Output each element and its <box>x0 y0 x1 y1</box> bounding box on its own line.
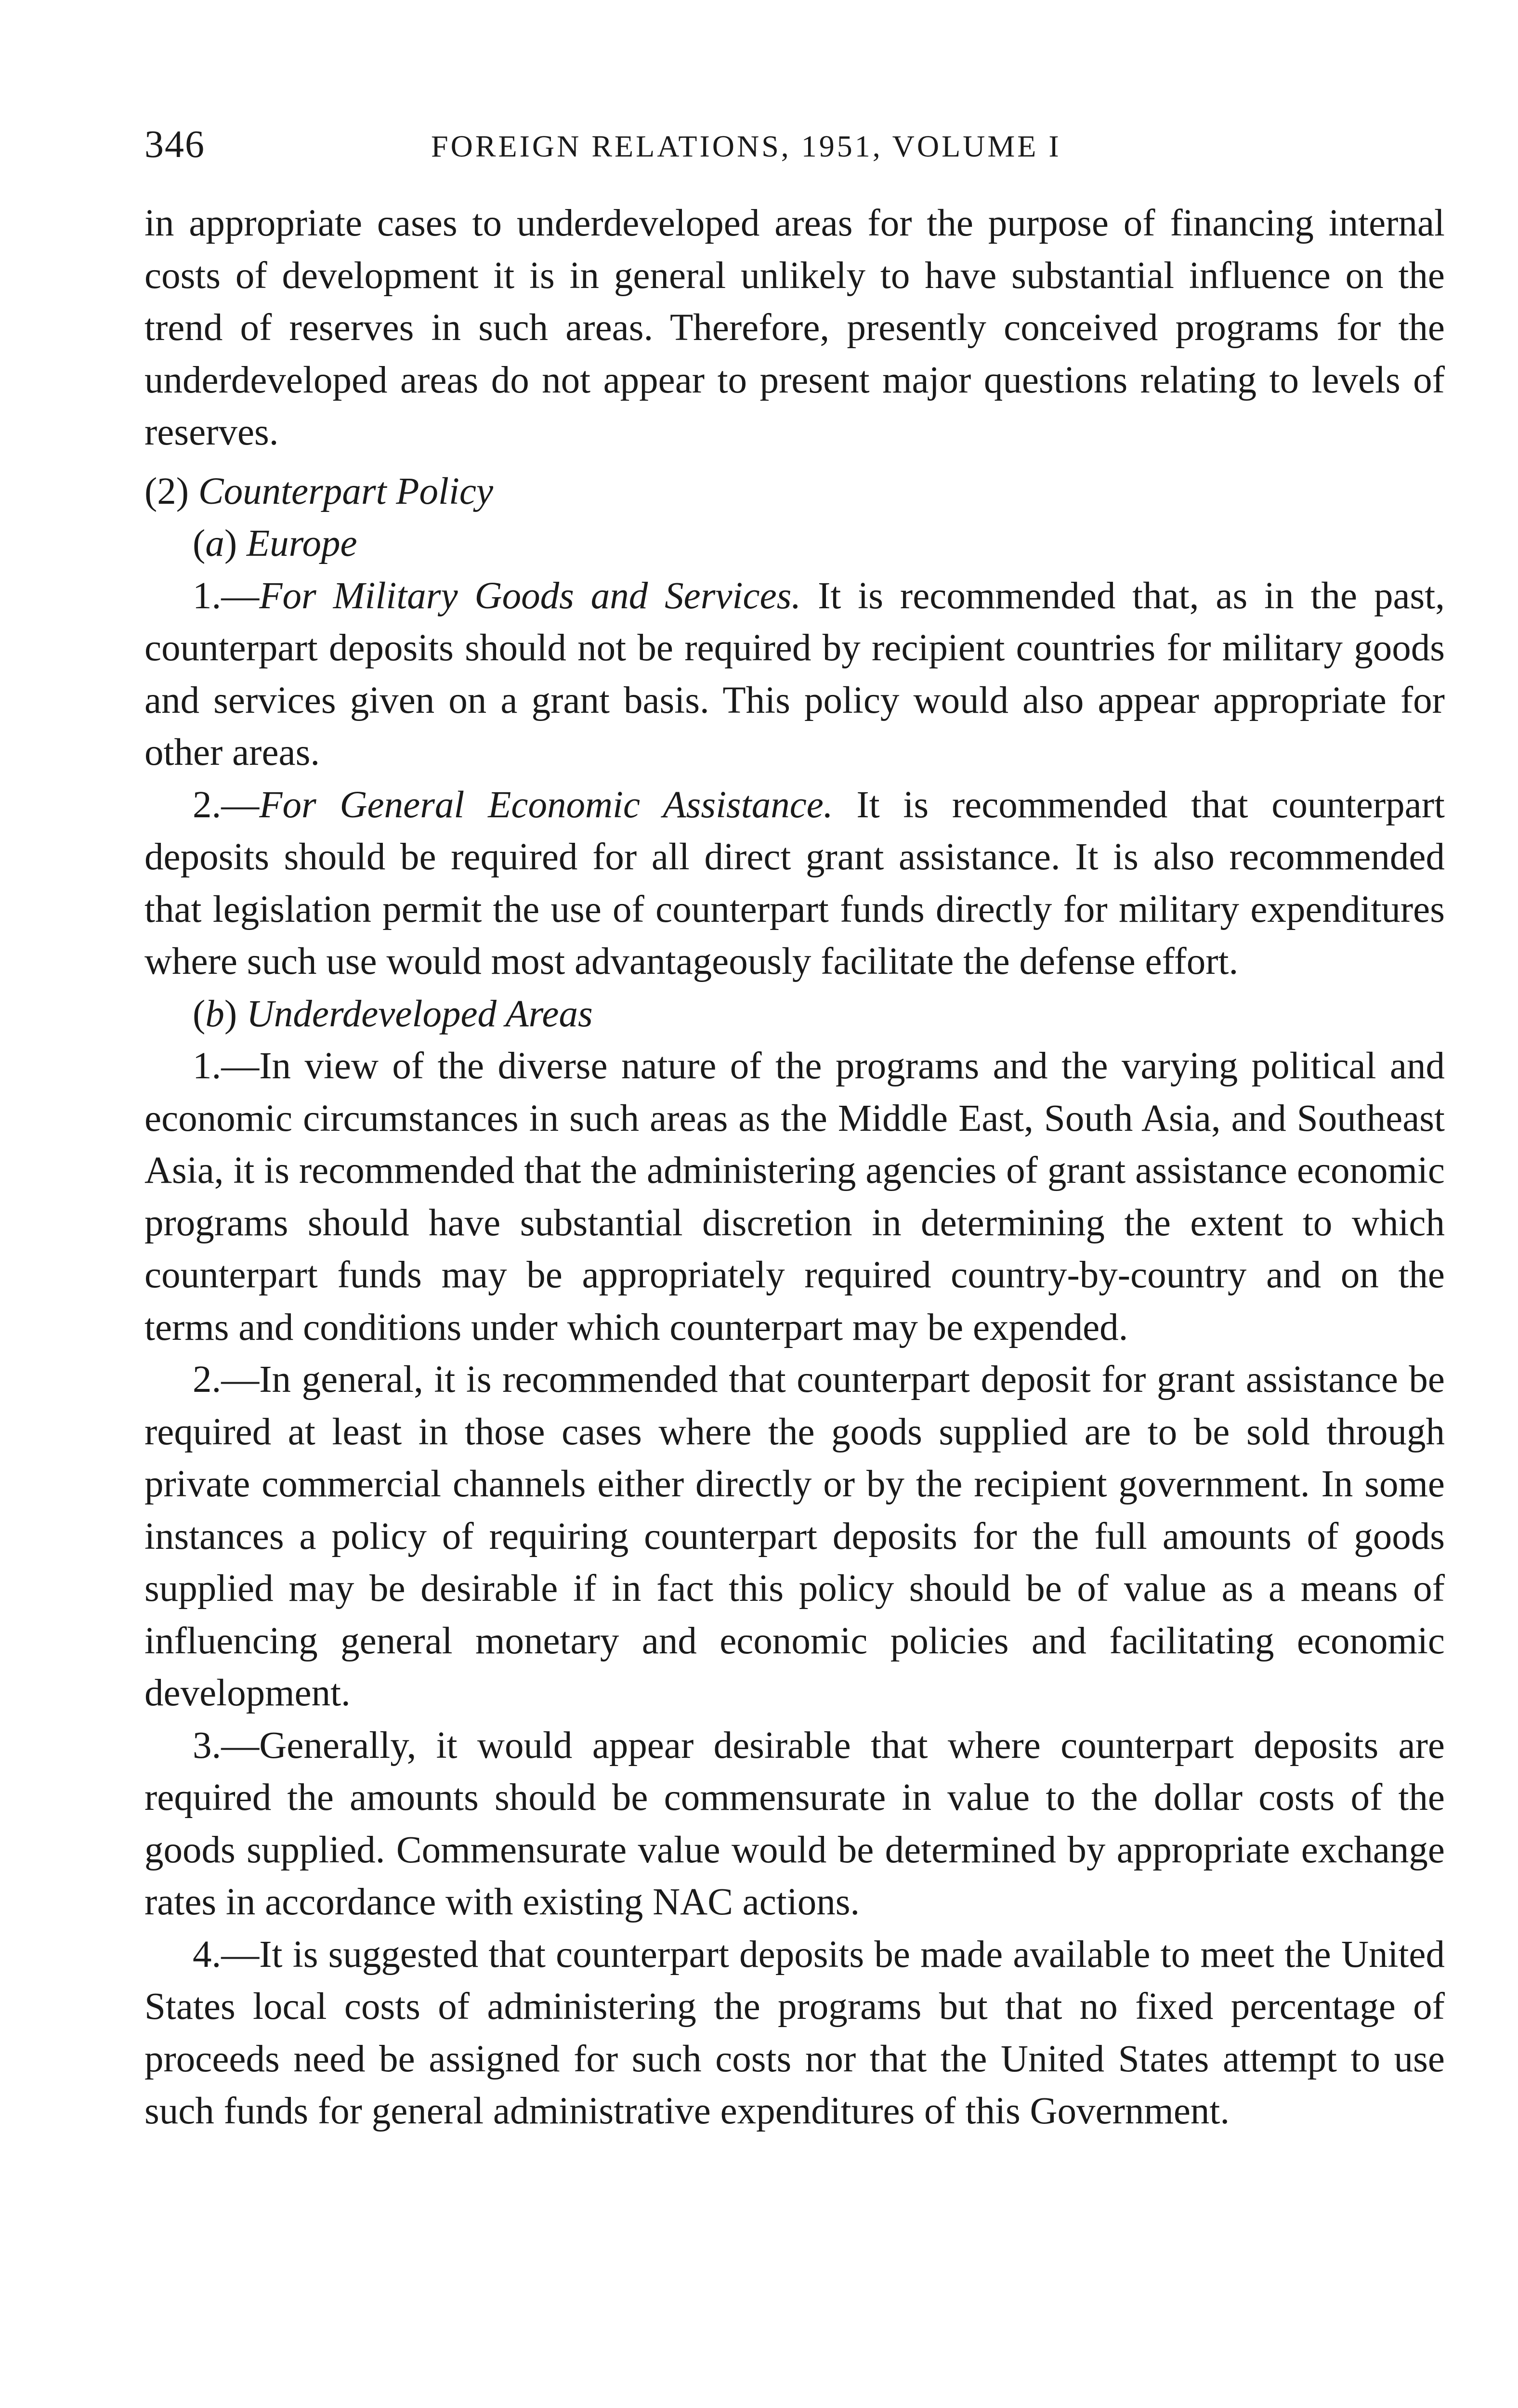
item-number: 2.— <box>193 784 260 826</box>
paragraph-europe-2 <box>144 779 1445 988</box>
page-header <box>144 123 1445 171</box>
section-number: (2) <box>144 470 189 512</box>
item-title: For Military Goods and Services. <box>259 575 801 617</box>
item-title: For General Economic Assistance. <box>259 784 833 826</box>
subsection-heading-underdeveloped-areas: (b) Underdeveloped Areas <box>193 993 593 1035</box>
opening-paragraph: in appropriate cases to underdeveloped areas for the purpose of financing internal costs of development it is in general unlikely to have substantial influence on the trend of reserves in such areas. Therefore, presently conceived programs for the underdeveloped areas do not appear to present major questions relating to levels of reserves. <box>144 202 1445 453</box>
paragraph-underdeveloped-4: 4.—It is suggested that counterpart deposits be made available to meet the United States local costs of administering the programs but that no fixed percentage of proceeds need be assigned for such costs nor that the United States attempt to use such funds for general administrative expenditures of this Government. <box>144 1933 1445 2132</box>
section-heading-counterpart-policy <box>144 466 1445 518</box>
page-body <box>144 197 1445 2138</box>
page-number: 346 <box>144 123 205 166</box>
running-head: FOREIGN RELATIONS, 1951, VOLUME I <box>431 129 1061 163</box>
paragraph-europe-1 <box>144 570 1445 779</box>
subsection-title: Europe <box>246 523 357 564</box>
subsection-letter: b <box>205 993 224 1035</box>
subsection-letter: a <box>205 523 224 564</box>
item-text: It is recommended that counterpart deposits should be required for all direct grant assistance. It is also recommended that legislation permit the use of counterpart funds directly for military expenditures where such use would most advantageously facilitate the defense effort. <box>144 784 1445 982</box>
subsection-title: Underdeveloped Areas <box>246 993 593 1035</box>
paragraph-underdeveloped-2: 2.—In general, it is recommended that counterpart deposit for grant assistance be required at least in those cases where the goods supplied are to be sold through private commercial channels either directly or by the recipient government. In some instances a policy of requiring counterpart deposits for the full amounts of goods supplied may be desirable if in fact this policy should be of value as a means of influencing general monetary and economic policies and facilitating economic development. <box>144 1359 1445 1714</box>
subsection-heading-europe: (a) Europe <box>193 523 357 564</box>
paragraph-underdeveloped-3: 3.—Generally, it would appear desirable that where counterpart deposits are required the amounts should be commensurate in value to the dollar costs of the goods supplied. Commensurate value would be determined by appropriate exchange rates in accordance with existing NAC actions. <box>144 1724 1445 1923</box>
section-title: Counterpart Policy <box>198 470 494 512</box>
item-number: 1.— <box>193 575 260 617</box>
paragraph-underdeveloped-1: 1.—In view of the diverse nature of the programs and the varying political and economic circumstances in such areas as the Middle East, South Asia, and Southeast Asia, it is recommended that the administering agencies of grant assistance economic programs should have substantial discretion in determining the extent to which counterpart funds may be appropriately required country-by-country and on the terms and conditions under which counterpart may be expended. <box>144 1045 1445 1348</box>
item-text: It is recommended that, as in the past, counterpart deposits should not be required by recipient countries for military goods and services given on a grant basis. This policy would also appear appropriate for other areas. <box>144 575 1445 773</box>
